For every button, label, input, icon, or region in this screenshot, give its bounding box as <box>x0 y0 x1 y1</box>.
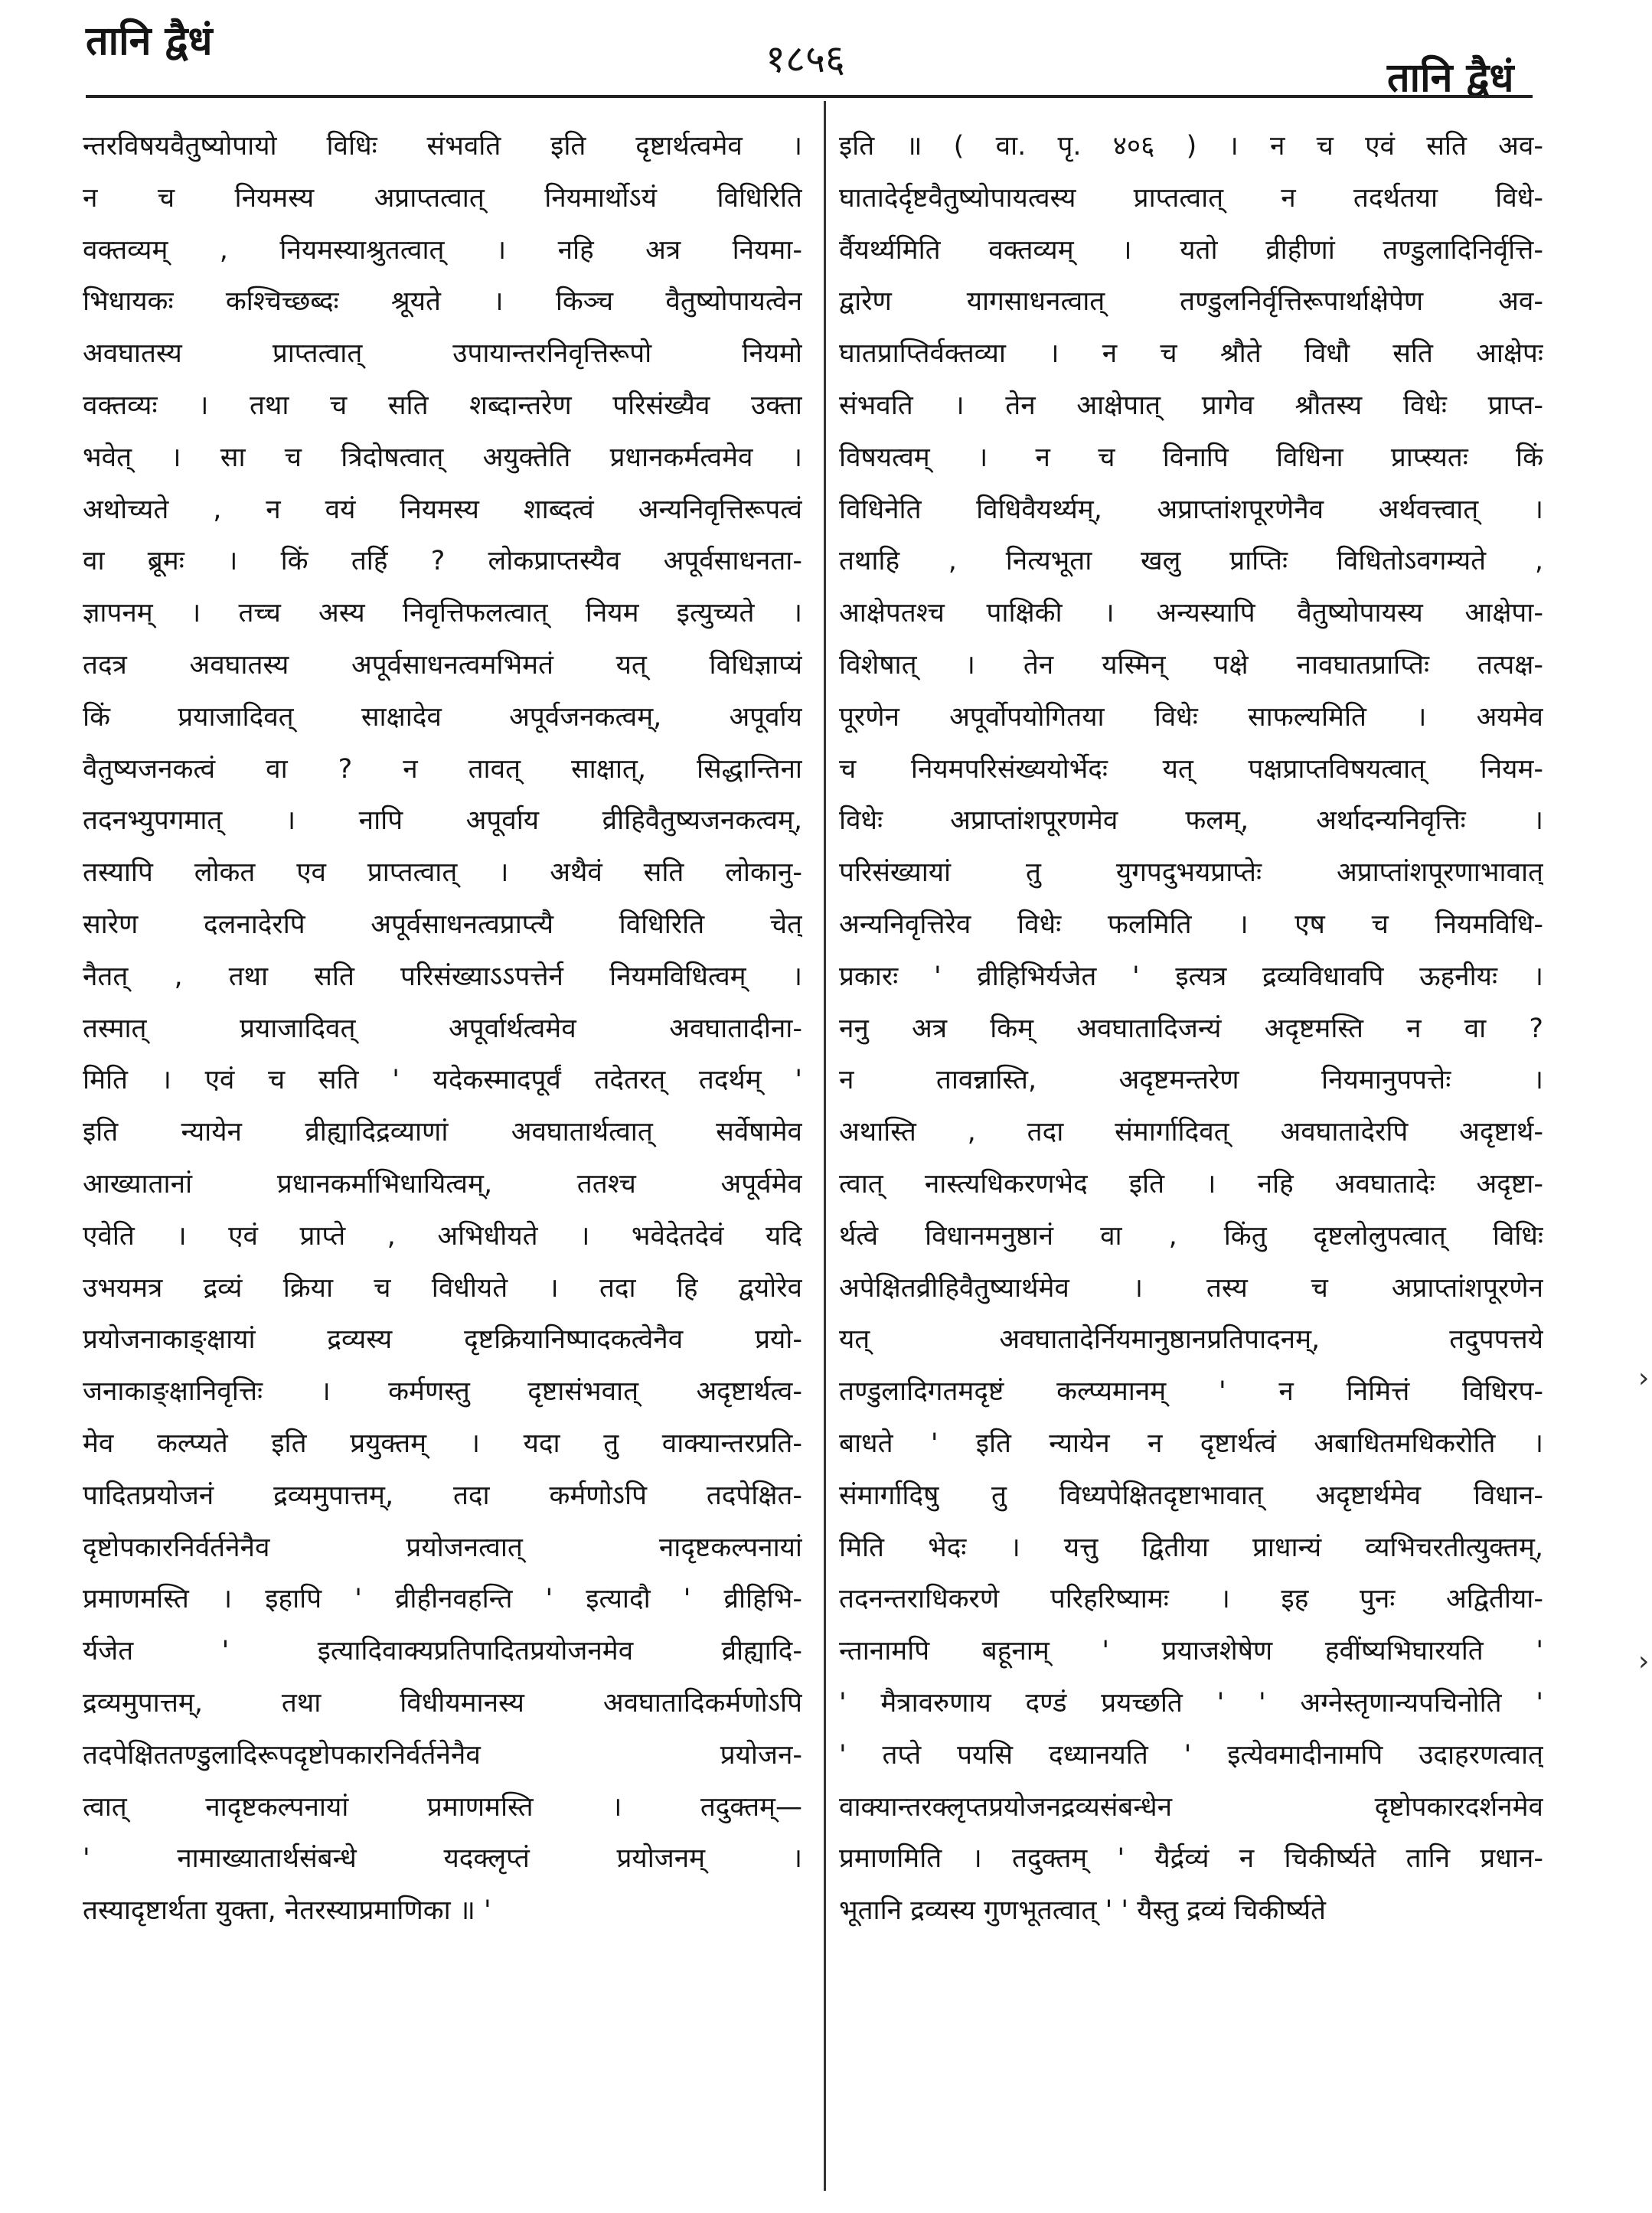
left-column-line: न्तरविषयवैतुष्योपायो विधिः संभवति इति दृष्टार्थत्वमेव । <box>83 131 802 162</box>
left-column-line: अथोच्यते , न वयं नियमस्य शाब्दत्वं अन्यनिवृत्तिरूपत्वं <box>83 494 802 525</box>
header-rule <box>86 95 1533 98</box>
right-column-line: ननु अत्र किम् अवघातादिजन्यं अदृष्टमस्ति न वा ? <box>839 1013 1543 1044</box>
right-column-line: अन्यनिवृत्तिरेव विधेः फलमिति । एष च नियमविधि- <box>839 909 1543 940</box>
column-divider <box>824 101 826 2191</box>
left-column-line: वक्तव्यम् , नियमस्याश्रुतत्वात् । नहि अत्र नियमा- <box>83 234 802 266</box>
left-column-line: नैतत् , तथा सति परिसंख्याऽऽपत्तेर्न नियमविधित्वम् । <box>83 961 802 992</box>
right-column-line: र्थत्वे विधानमनुष्ठानं वा , किंतु दृष्टलोलुपत्वात् विधिः <box>839 1220 1543 1252</box>
right-column-line: अपेक्षितव्रीहिवैतुष्यार्थमेव । तस्य च अप्राप्तांशपूरणेन <box>839 1272 1543 1304</box>
right-column-line: न्तानामपि बहूनाम् ' प्रयाजशेषेण हवींष्यभिघारयति ' <box>839 1636 1543 1667</box>
left-column-line: तस्यादृष्टार्थता युक्ता, नेतरस्याप्रमाणिका ॥ ' <box>83 1895 491 1927</box>
right-column-line: घातादेर्दृष्टवैतुष्योपायत्वस्य प्राप्तत्वात् न तदर्थतया विधे- <box>839 182 1543 214</box>
right-column-line: द्वारेण यागसाधनत्वात् तण्डुलनिर्वृत्तिरूपार्थाक्षेपेण अव- <box>839 286 1543 318</box>
left-column-line: तदत्र अवघातस्य अपूर्वसाधनत्वमभिमतं यत् विधिज्ञाप्यं <box>83 649 802 681</box>
left-column-line: भवेत् । सा च त्रिदोषत्वात् अयुक्तेति प्रधानकर्मत्वमेव । <box>83 442 802 473</box>
right-column-line: ' तप्ते पयसि दध्यानयति ' इत्येवमादीनामपि उदाहरणत्वात् <box>839 1739 1543 1771</box>
left-column-line: द्रव्यमुपात्तम्, तथा विधीयमानस्य अवघातादिकर्मणोऽपि <box>83 1687 802 1719</box>
left-column-line: भिधायकः कश्चिच्छब्दः श्रूयते । किञ्च वैतुष्योपायत्वेन <box>83 286 802 318</box>
left-column-line: जनाकाङ्क्षानिवृत्तिः । कर्मणस्तु दृष्टासंभवात् अदृष्टार्थत्व- <box>83 1376 802 1408</box>
left-column-line: तस्यापि लोकत एव प्राप्तत्वात् । अथैवं सति लोकानु- <box>83 857 802 889</box>
running-title-left: तानि द्वैधं <box>86 18 213 64</box>
left-column-line: प्रयोजनाकाङ्क्षायां द्रव्यस्य दृष्टक्रियानिष्पादकत्वेनैव प्रयो- <box>83 1324 802 1356</box>
right-column-line: प्रकारः ' व्रीहिभिर्यजेत ' इत्यत्र द्रव्यविधावपि ऊहनीयः । <box>839 961 1543 992</box>
right-column-line: र्वैयर्थ्यमिति वक्तव्यम् । यतो व्रीहीणां तण्डुलादिनिर्वृत्ति- <box>839 234 1543 266</box>
left-column-line: न च नियमस्य अप्राप्तत्वात् नियमार्थोऽयं विधिरिति <box>83 182 802 214</box>
right-column-line: यत् अवघातादेर्नियमानुष्ठानप्रतिपादनम्, तदुपपत्तये <box>839 1324 1543 1356</box>
left-column-line: वैतुष्यजनकत्वं वा ? न तावत् साक्षात्, सिद्धान्तिना <box>83 753 802 785</box>
right-column-line: वाक्यान्तरक्लृप्तप्रयोजनद्रव्यसंबन्धेन दृष्टोपकारदर्शनमेव <box>839 1791 1543 1823</box>
right-column-line: अथास्ति , तदा संमार्गादिवत् अवघातादेरपि अदृष्टार्थ- <box>839 1117 1543 1148</box>
right-column-line: तदनन्तराधिकरणे परिहरिष्यामः । इह पुनः अद्वितीया- <box>839 1584 1543 1615</box>
left-column-line: तदनभ्युपगमात् । नापि अपूर्वाय व्रीहिवैतुष्यजनकत्वम्, <box>83 805 802 837</box>
left-column-line: एवेति । एवं प्राप्ते , अभिधीयते । भवेदेतदेवं यदि <box>83 1220 802 1252</box>
left-column-line: ' नामाख्यातार्थसंबन्धे यदक्लृप्तं प्रयोजनम् । <box>83 1843 802 1875</box>
left-column-line: तदपेक्षिततण्डुलादिरूपदृष्टोपकारनिर्वर्तनेनैव प्रयोजन- <box>83 1739 802 1771</box>
left-column-line: ज्ञापनम् । तच्च अस्य निवृत्तिफलत्वात् नियम इत्युच्यते । <box>83 598 802 629</box>
right-column-line: तथाहि , नित्यभूता खलु प्राप्तिः विधितोऽवगम्यते , <box>839 546 1543 577</box>
margin-mark: › <box>1638 1646 1650 1677</box>
left-column-line: प्रमाणमस्ति । इहापि ' व्रीहीनवहन्ति ' इत्यादौ ' व्रीहिभि- <box>83 1584 802 1615</box>
left-column-line: पादितप्रयोजनं द्रव्यमुपात्तम्, तदा कर्मणोऽपि तदपेक्षित- <box>83 1480 802 1511</box>
left-column-line: त्वात् नादृष्टकल्पनायां प्रमाणमस्ति । तदुक्तम्— <box>83 1791 802 1823</box>
left-column-line: तस्मात् प्रयाजादिवत् अपूर्वार्थत्वमेव अवघातादीना- <box>83 1013 802 1044</box>
left-column-line: मेव कल्प्यते इति प्रयुक्तम् । यदा तु वाक्यान्तरप्रति- <box>83 1428 802 1459</box>
left-column-line: किं प्रयाजादिवत् साक्षादेव अपूर्वजनकत्वम्, अपूर्वाय <box>83 701 802 733</box>
right-column-line: संमार्गादिषु तु विध्यपेक्षितदृष्टाभावात् अदृष्टार्थमेव विधान- <box>839 1480 1543 1511</box>
left-column-line: र्यजेत ' इत्यादिवाक्यप्रतिपादितप्रयोजनमेव व्रीह्यादि- <box>83 1636 802 1667</box>
left-column-line: मिति । एवं च सति ' यदेकस्मादपूर्वं तदेतरत् तदर्थम् ' <box>83 1065 802 1096</box>
right-column-line: बाधते ' इति न्यायेन न दृष्टार्थत्वं अबाधितमधिकरोति । <box>839 1428 1543 1459</box>
left-column-line: अवघातस्य प्राप्तत्वात् उपायान्तरनिवृत्तिरूपो नियमो <box>83 338 802 370</box>
right-column-line: तण्डुलादिगतमदृष्टं कल्प्यमानम् ' न निमित्तं विधिरप- <box>839 1376 1543 1408</box>
left-column-line: वक्तव्यः । तथा च सति शब्दान्तरेण परिसंख्यैव उक्ता <box>83 390 802 421</box>
right-column-line: त्वात् नास्त्यधिकरणभेद इति । नहि अवघातादेः अदृष्टा- <box>839 1168 1543 1200</box>
right-column-line: विषयत्वम् । न च विनापि विधिना प्राप्स्यतः किं <box>839 442 1543 473</box>
right-column <box>839 121 1543 1937</box>
right-column-line: विशेषात् । तेन यस्मिन् पक्षे नावघातप्राप्तिः तत्पक्ष- <box>839 649 1543 681</box>
right-column-line: च नियमपरिसंख्ययोर्भेदः यत् पक्षप्राप्तविषयत्वात् नियम- <box>839 753 1543 785</box>
right-column-line: मिति भेदः । यत्तु द्वितीया प्राधान्यं व्यभिचरतीत्युक्तम्, <box>839 1532 1543 1563</box>
left-column <box>83 121 802 1937</box>
right-column-line: प्रमाणमिति । तदुक्तम् ' यैर्द्रव्यं न चिकीर्ष्यते तानि प्रधान- <box>839 1843 1543 1875</box>
left-column-line: दृष्टोपकारनिर्वर्तनेनैव प्रयोजनत्वात् नादृष्टकल्पनायां <box>83 1532 802 1563</box>
right-column-line: परिसंख्यायां तु युगपदुभयप्राप्तेः अप्राप्तांशपूरणाभावात् <box>839 857 1543 889</box>
right-column-line: ' मैत्रावरुणाय दण्डं प्रयच्छति ' ' अग्नेस्तृणान्यपचिनोति ' <box>839 1687 1543 1719</box>
right-column-line: पूरणेन अपूर्वोपयोगितया विधेः साफल्यमिति । अयमेव <box>839 701 1543 733</box>
running-title-right: तानि द्वैधं <box>1387 55 1514 101</box>
right-column-line: इति ॥ ( वा. पृ. ४०६ ) । न च एवं सति अव- <box>839 131 1543 162</box>
right-column-line: विधिनेति विधिवैयर्थ्यम्, अप्राप्तांशपूरणेनैव अर्थवत्त्वात् । <box>839 494 1543 525</box>
left-column-line: आख्यातानां प्रधानकर्माभिधायित्वम्, ततश्च अपूर्वमेव <box>83 1168 802 1200</box>
right-column-line: संभवति । तेन आक्षेपात् प्रागेव श्रौतस्य विधेः प्राप्त- <box>839 390 1543 421</box>
margin-mark: › <box>1638 1363 1650 1394</box>
left-column-line: इति न्यायेन व्रीह्यादिद्रव्याणां अवघातार्थत्वात् सर्वेषामेव <box>83 1117 802 1148</box>
page-number: १८५६ <box>766 37 845 81</box>
left-column-line: उभयमत्र द्रव्यं क्रिया च विधीयते । तदा हि द्वयोरेव <box>83 1272 802 1304</box>
right-column-line: आक्षेपतश्च पाक्षिकी । अन्यस्यापि वैतुष्योपायस्य आक्षेपा- <box>839 598 1543 629</box>
left-column-line: वा ब्रूमः । किं तर्हि ? लोकप्राप्तस्यैव अपूर्वसाधनता- <box>83 546 802 577</box>
right-column-line: घातप्राप्तिर्वक्तव्या । न च श्रौते विधौ सति आक्षेपः <box>839 338 1543 370</box>
left-column-line: सारेण दलनादेरपि अपूर्वसाधनत्वप्राप्त्यै विधिरिति चेत् <box>83 909 802 940</box>
right-column-line: न तावन्नास्ति, अदृष्टमन्तरेण नियमानुपपत्तेः । <box>839 1065 1543 1096</box>
right-column-line: विधेः अप्राप्तांशपूरणमेव फलम्, अर्थादन्यनिवृत्तिः । <box>839 805 1543 837</box>
right-column-line: भूतानि द्रव्यस्य गुणभूतत्वात् ' ' यैस्तु द्रव्यं चिकीर्ष्यते <box>839 1895 1326 1927</box>
